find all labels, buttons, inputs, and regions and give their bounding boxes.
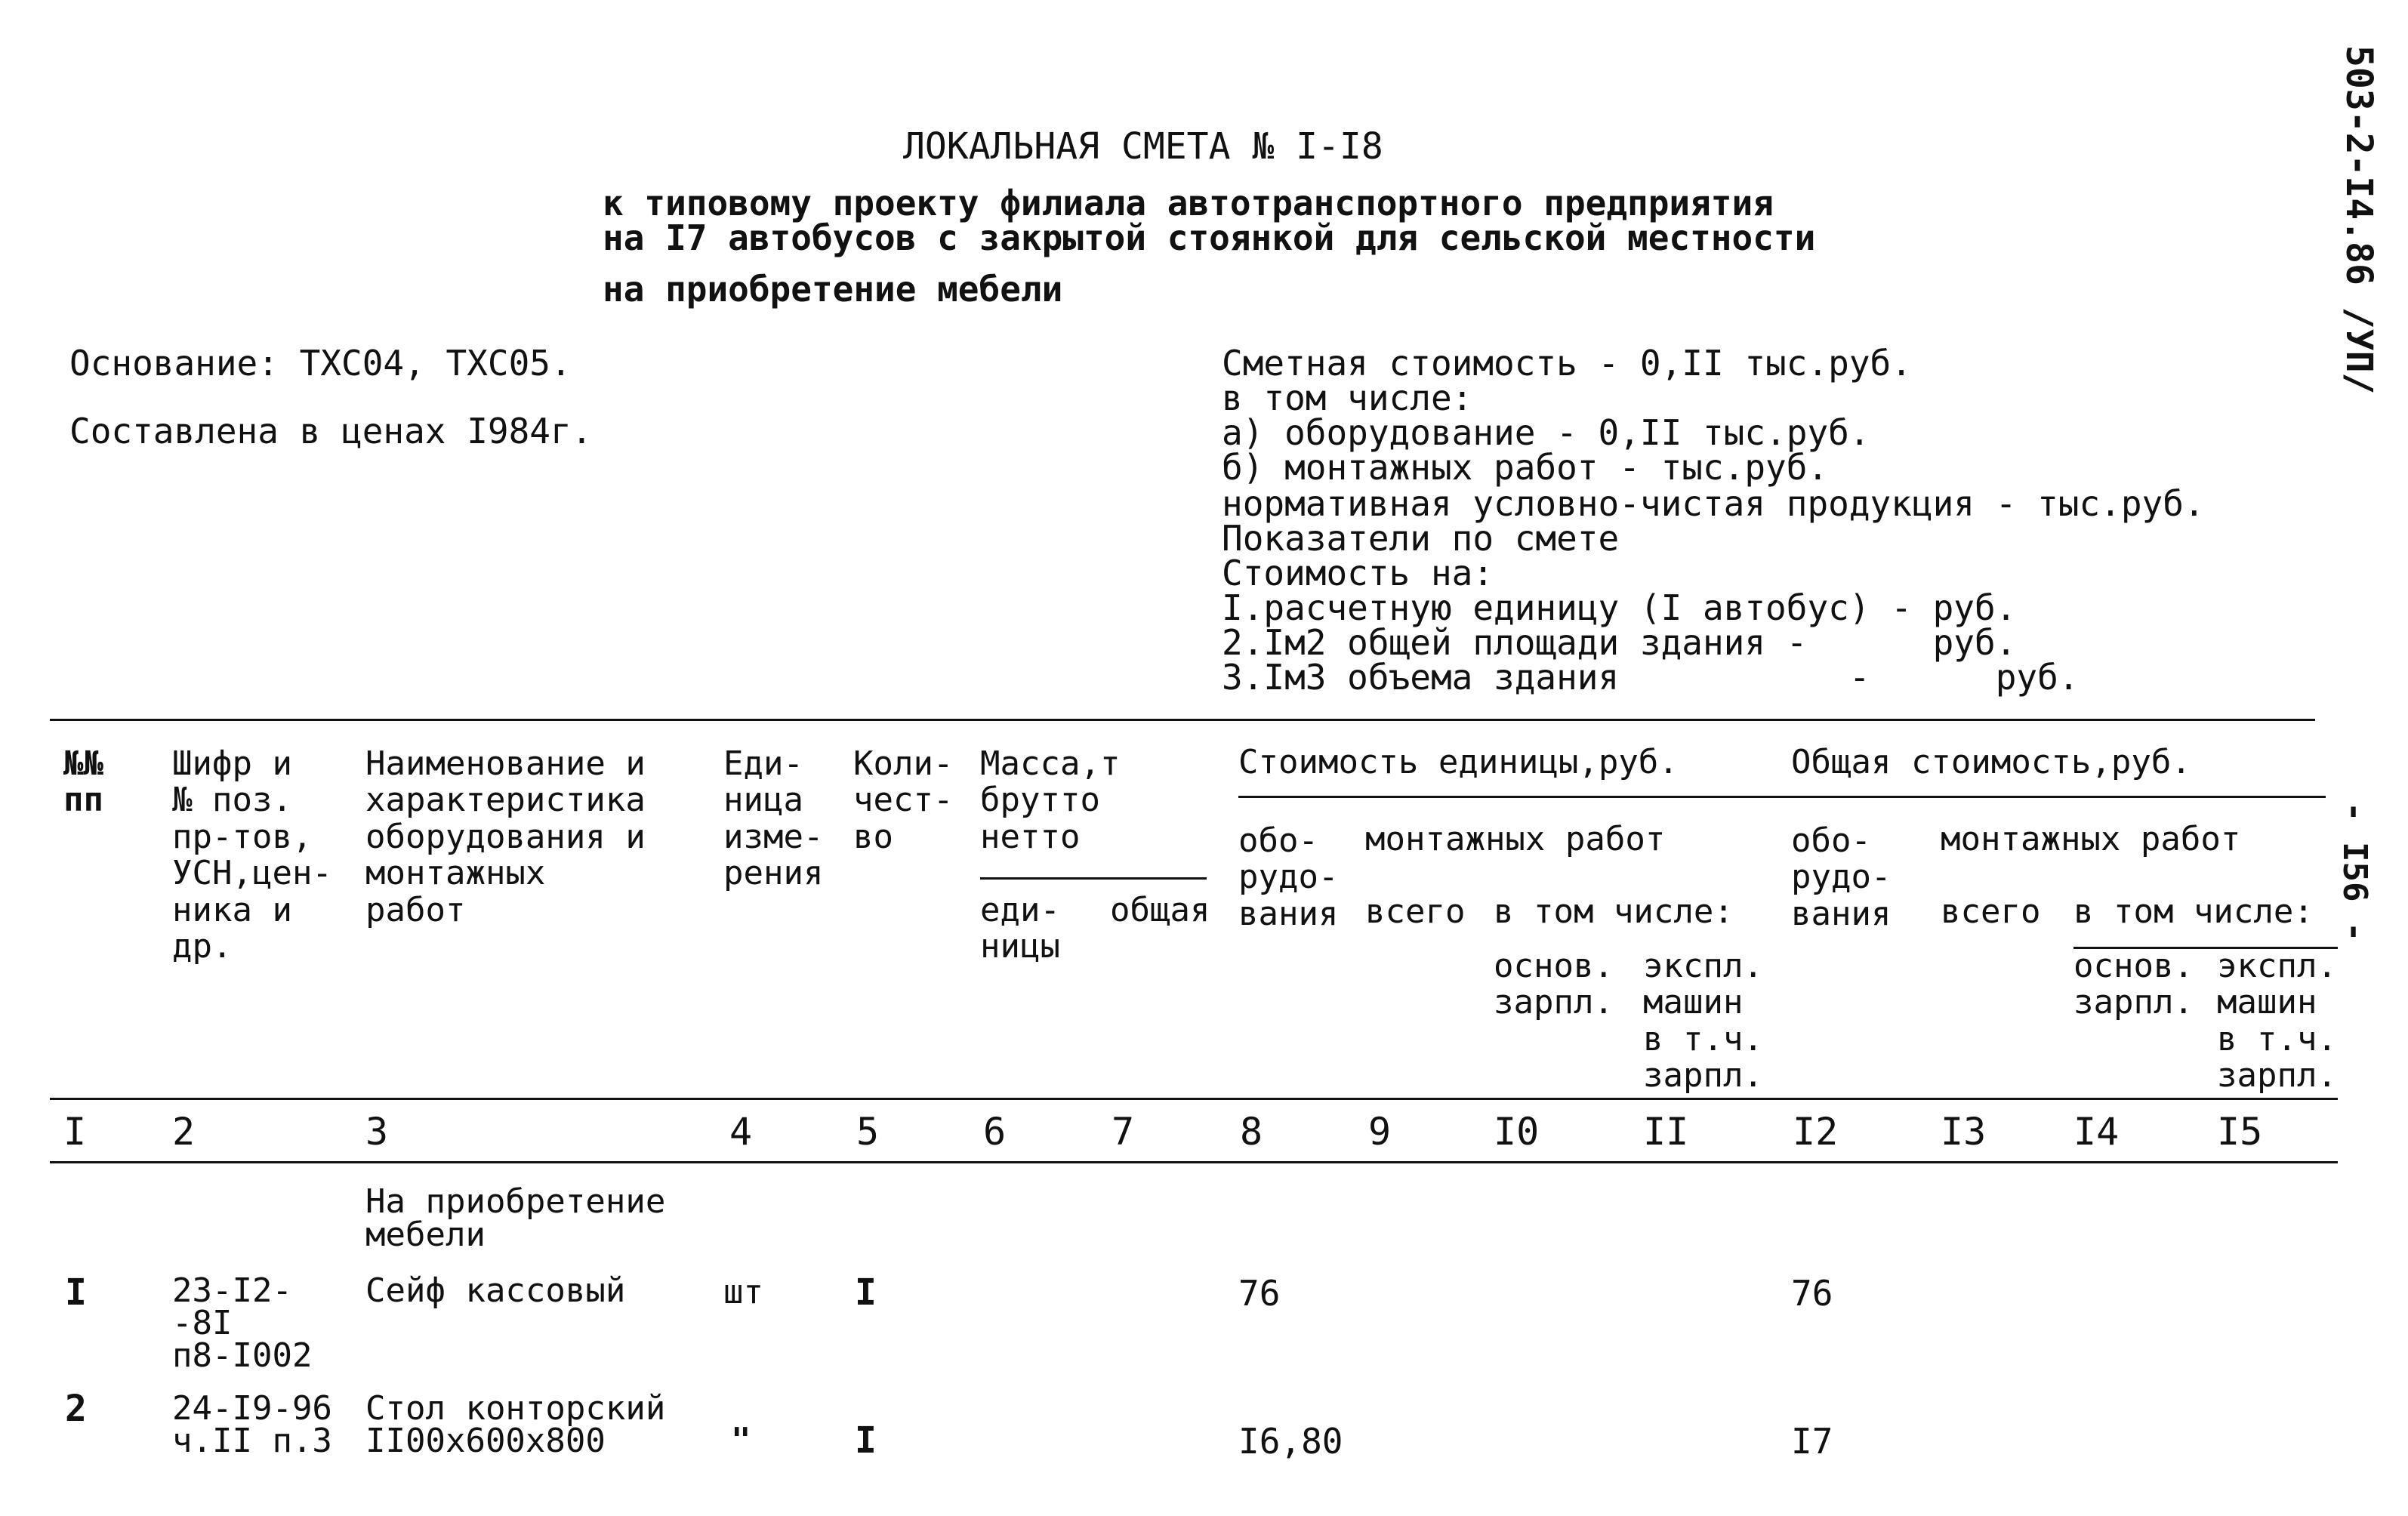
header-total-cost-total: всего — [1941, 892, 2041, 931]
header-mass: Масса,т брутто нетто — [980, 744, 1121, 856]
document-purpose: на приобретение мебели — [603, 269, 1063, 310]
section-title: На приобретение мебели — [365, 1182, 666, 1254]
header-row-number: №№ пп — [63, 744, 103, 820]
row-quantity: I — [855, 1419, 877, 1462]
row-code: 23-I2- -8I п8-I002 — [172, 1271, 313, 1376]
row-name: Сейф кассовый — [365, 1271, 626, 1310]
row-quantity: I — [855, 1271, 877, 1314]
header-total-cost-machines: экспл. машин в т.ч. зарпл. — [2217, 947, 2337, 1095]
row-number: 2 — [65, 1388, 87, 1430]
header-unit-cost-wages: основ. зарпл. — [1494, 947, 1614, 1022]
column-number: 2 — [172, 1110, 196, 1154]
header-unit-cost-total: всего — [1365, 892, 1466, 931]
summary-including: в том числе: — [1222, 377, 1473, 418]
document-subtitle-line2: на I7 автобусов с закрытой стоянкой для сельской местности — [603, 217, 1816, 258]
row-unit: шт — [723, 1273, 763, 1311]
cost-group-rule — [1238, 796, 2326, 798]
column-number: I0 — [1494, 1110, 1540, 1154]
document-title: ЛОКАЛЬНАЯ СМЕТА № I-I8 — [903, 125, 1383, 168]
header-unit-cost-machines: экспл. машин в т.ч. зарпл. — [1643, 947, 1763, 1095]
header-total-cost-wages: основ. зарпл. — [2073, 947, 2194, 1022]
column-number: 7 — [1112, 1110, 1135, 1154]
row-total-cost: 76 — [1791, 1273, 1833, 1314]
table-top-rule — [50, 719, 2315, 721]
column-number: II — [1643, 1110, 1689, 1154]
document-subtitle-line1: к типовому проекту филиала автотранспортного предприятия — [603, 183, 1774, 223]
column-number: 9 — [1368, 1110, 1392, 1154]
header-mass-total: общая — [1110, 891, 1210, 929]
header-code: Шифр и № поз. пр-тов, УСН,цен- ника и др. — [172, 744, 332, 966]
column-number: 3 — [365, 1110, 389, 1154]
row-number: I — [65, 1271, 87, 1314]
row-unit-cost: I6,80 — [1238, 1421, 1343, 1462]
header-bottom-rule — [50, 1098, 2338, 1100]
column-number: I2 — [1793, 1110, 1839, 1154]
header-mass-unit: еди- ницы — [980, 891, 1060, 966]
header-total-cost-group: Общая стоимость,руб. — [1791, 743, 2191, 781]
row-code: 24-I9-96 ч.II п.3 — [172, 1389, 332, 1461]
row-total-cost: I7 — [1791, 1421, 1833, 1462]
column-numbers-rule — [50, 1161, 2338, 1163]
summary-normative-product: нормативная условно-чистая продукция - тыс.руб. — [1222, 483, 2205, 524]
header-quantity: Коли- чест- во — [853, 744, 954, 856]
summary-cost-per: Стоимость на: — [1222, 553, 1494, 593]
column-number: 4 — [729, 1110, 753, 1154]
summary-estimated-cost: Сметная стоимость - 0,II тыс.руб. — [1222, 343, 1912, 384]
header-total-cost-including: в том числе: — [2073, 892, 2314, 931]
column-number: 6 — [983, 1110, 1007, 1154]
summary-per-volume: 3.Iм3 объема здания - руб. — [1222, 657, 2080, 698]
summary-equipment: а) оборудование - 0,II тыс.руб. — [1222, 412, 1870, 453]
header-unit-cost-including: в том числе: — [1494, 892, 1734, 931]
header-total-cost-equipment: обо- рудо- вания — [1791, 821, 1892, 933]
summary-indicators: Показатели по смете — [1222, 518, 1620, 559]
column-number: 8 — [1240, 1110, 1263, 1154]
column-number: I4 — [2073, 1110, 2120, 1154]
column-number: I5 — [2217, 1110, 2263, 1154]
row-name: Стол конторский II00х600х800 — [365, 1389, 666, 1461]
summary-installation: б) монтажных работ - тыс.руб. — [1222, 447, 1829, 488]
summary-per-area: 2.Iм2 общей площади здания - руб. — [1222, 622, 2017, 663]
mass-group-rule — [980, 877, 1207, 880]
header-name: Наименование и характеристика оборудования и монтажных работ — [365, 744, 646, 929]
header-unit: Еди- ница изме- рения — [723, 744, 824, 893]
row-unit: " — [731, 1421, 751, 1459]
header-total-cost-installation: монтажных работ — [1941, 820, 2241, 858]
page-number: - I56 - — [2336, 802, 2374, 942]
column-number: I — [63, 1110, 87, 1154]
summary-per-bus: I.расчетную единицу (I автобус) - руб. — [1222, 587, 2017, 628]
header-unit-cost-equipment: обо- рудо- вания — [1238, 821, 1339, 933]
header-unit-cost-installation: монтажных работ — [1365, 820, 1666, 858]
column-number: 5 — [856, 1110, 880, 1154]
header-unit-cost-group: Стоимость единицы,руб. — [1238, 743, 1679, 781]
side-document-code: 503-2-I4.86 /УП/ — [2338, 45, 2380, 395]
row-unit-cost: 76 — [1238, 1273, 1281, 1314]
prices-text: Составлена в ценах I984г. — [69, 411, 593, 451]
basis-text: Основание: ТХС04, ТХС05. — [69, 343, 572, 384]
column-number: I3 — [1941, 1110, 1987, 1154]
